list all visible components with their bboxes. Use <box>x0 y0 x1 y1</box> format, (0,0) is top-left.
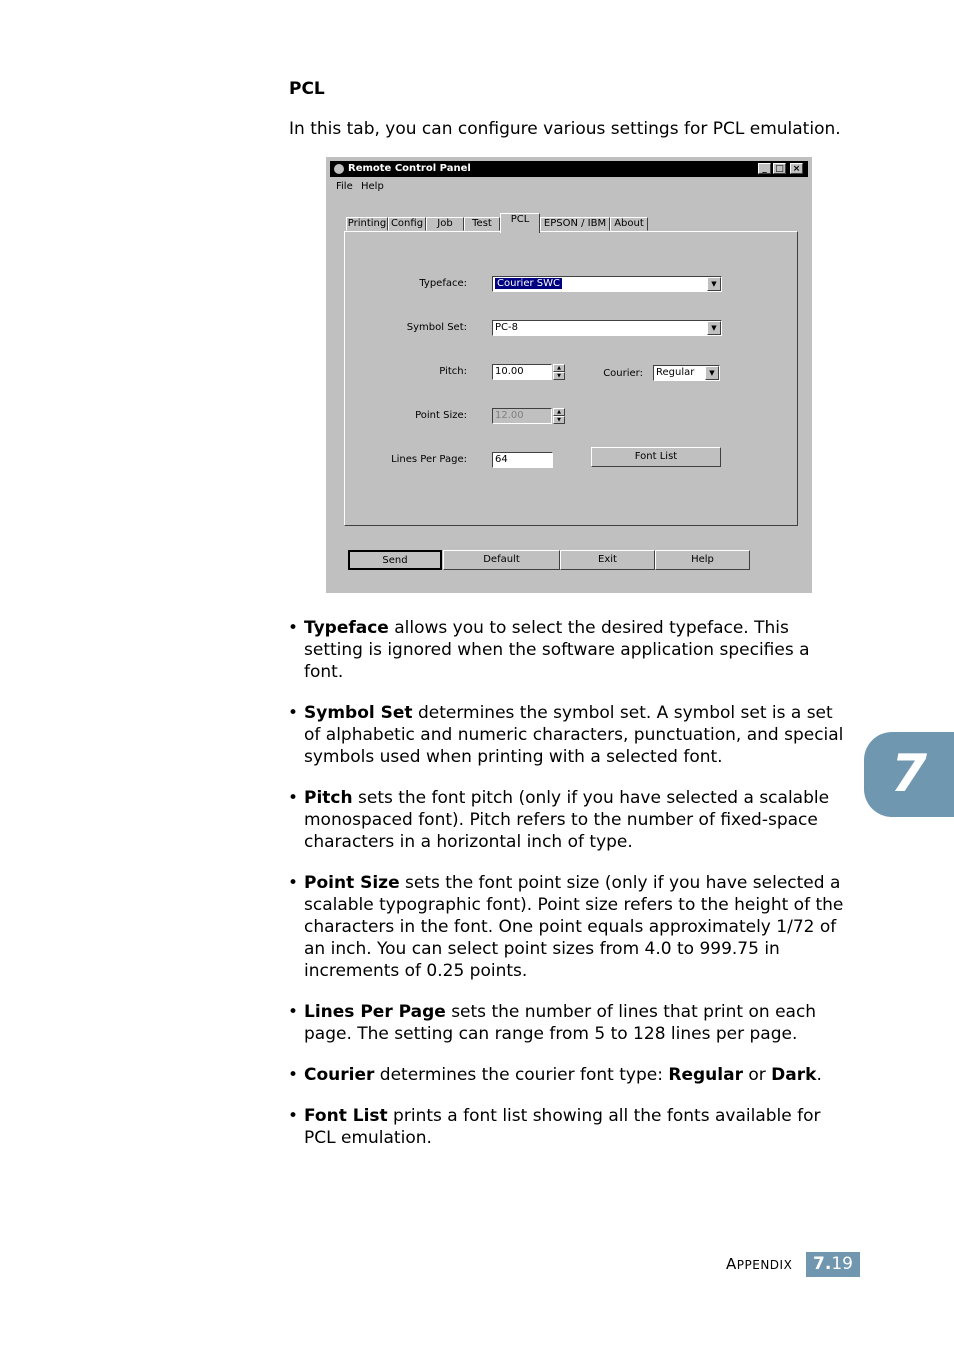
tab-epson-ibm[interactable]: EPSON / IBM <box>540 217 610 231</box>
typeface-value: Courier SWC <box>497 278 560 289</box>
pitch-stepper[interactable]: ▲ ▼ <box>553 364 565 380</box>
list-item: • Font List prints a font list showing all the fonts available for PCL emulation. <box>288 1106 821 1148</box>
footer-label-rest: PPENDIX <box>736 1258 793 1272</box>
chapter-tab: 7 <box>864 732 954 817</box>
option-dark: Dark <box>771 1065 817 1085</box>
footer-section-label <box>726 1255 792 1273</box>
tab-job[interactable]: Job <box>426 217 464 231</box>
courier-label: Courier: <box>603 368 643 379</box>
exit-button[interactable]: Exit <box>560 550 655 570</box>
symbol-set-value: PC-8 <box>495 322 518 333</box>
symbol-set-label: Symbol Set: <box>406 322 467 333</box>
bullet-text: determines the symbol set. A symbol set is a set of alphabetic and numeric characters, punctuation, and special symbols used when printing with a selected font. <box>304 703 844 767</box>
term-pitch: Pitch <box>304 788 353 808</box>
window-title: Remote Control Panel <box>348 163 471 174</box>
term-symbol-set: Symbol Set <box>304 703 413 723</box>
bullet-text: allows you to select the desired typeface. This setting is ignored when the software application specifies a font. <box>304 618 810 682</box>
section-heading: PCL <box>289 79 325 99</box>
list-item: • Point Size sets the font point size (only if you have selected a scalable typographic font). Point size refers to the height of the characters in the font. One point equals approximately 1/72 of an inch. You can select point sizes from 4.0 to 999.75 in increments of 0.25 points. <box>288 873 844 981</box>
default-button[interactable]: Default <box>443 550 560 570</box>
tab-pcl[interactable]: PCL <box>500 213 540 233</box>
list-item: • Lines Per Page sets the number of lines that print on each page. The setting can range from 5 to 128 lines per page. <box>288 1002 817 1044</box>
footer-label-first: A <box>726 1255 737 1273</box>
intro-paragraph: In this tab, you can configure various settings for PCL emulation. <box>289 119 841 139</box>
term-lines-per-page: Lines Per Page <box>304 1002 446 1022</box>
lines-per-page-label: Lines Per Page: <box>391 454 467 465</box>
symbol-set-select[interactable] <box>492 320 722 336</box>
bullet-text: sets the font point size (only if you have selected a scalable typographic font). Point size refers to the height of the characters in the font. One point equals approximately 1/72 of an inch. You can select point sizes from 4.0 to 999.75 in increments of 0.25 points. <box>304 873 844 981</box>
typeface-label: Typeface: <box>419 278 467 289</box>
option-regular: Regular <box>668 1065 743 1085</box>
menu-bar <box>330 178 808 194</box>
lines-per-page-input[interactable]: 64 <box>492 452 553 468</box>
courier-select[interactable] <box>653 365 720 381</box>
term-point-size: Point Size <box>304 873 400 893</box>
tab-about[interactable]: About <box>610 217 648 231</box>
tab-test[interactable]: Test <box>464 217 500 231</box>
page-number-badge <box>806 1252 860 1277</box>
tab-config[interactable]: Config <box>388 217 426 231</box>
close-icon[interactable]: × <box>790 163 803 174</box>
bullet-text: sets the font pitch (only if you have selected a scalable monospaced font). Pitch refers to the number of fixed-space characters in a horizontal inch of type. <box>304 788 830 852</box>
chevron-down-icon[interactable]: ▼ <box>707 321 721 335</box>
maximize-icon[interactable]: □ <box>773 163 786 174</box>
point-size-stepper[interactable]: ▲ ▼ <box>553 408 565 424</box>
remote-control-panel-window <box>330 161 808 589</box>
page-number: 19 <box>831 1254 853 1274</box>
page-chapter: 7. <box>813 1254 832 1274</box>
term-courier: Courier <box>304 1065 375 1085</box>
list-item: • Typeface allows you to select the desired typeface. This setting is ignored when the software application specifies a font. <box>288 618 810 682</box>
bullet-text: or <box>742 1065 772 1085</box>
pitch-label: Pitch: <box>439 366 467 377</box>
point-size-input[interactable]: 12.00 <box>492 408 552 424</box>
send-button[interactable]: Send <box>348 550 442 570</box>
minimize-icon[interactable]: _ <box>758 163 771 174</box>
term-typeface: Typeface <box>304 618 389 638</box>
title-bar <box>330 161 808 177</box>
menu-file[interactable]: File <box>336 181 353 192</box>
dialog-screenshot <box>326 157 812 593</box>
help-button[interactable]: Help <box>655 550 750 570</box>
typeface-select[interactable] <box>492 276 722 292</box>
pitch-input[interactable]: 10.00 <box>492 364 552 380</box>
app-icon <box>334 164 344 174</box>
chevron-down-icon[interactable]: ▼ <box>707 277 721 291</box>
courier-value: Regular <box>656 367 695 378</box>
term-font-list: Font List <box>304 1106 388 1126</box>
bullet-list <box>288 617 853 1168</box>
list-item: • Symbol Set determines the symbol set. A symbol set is a set of alphabetic and numeric characters, punctuation, and special symbols used when printing with a selected font. <box>288 703 844 767</box>
chevron-down-icon[interactable]: ▼ <box>705 366 719 380</box>
tab-printing[interactable]: Printing <box>347 218 387 229</box>
bullet-text: sets the number of lines that print on each page. The setting can range from 5 to 128 lines per page. <box>304 1002 817 1044</box>
bullet-text: prints a font list showing all the fonts available for PCL emulation. <box>304 1106 821 1148</box>
menu-help[interactable]: Help <box>361 181 384 192</box>
list-item: • Pitch sets the font pitch (only if you have selected a scalable monospaced font). Pitch refers to the number of fixed-space characters in a horizontal inch of type. <box>288 788 830 852</box>
bullet-text: . <box>816 1065 822 1085</box>
point-size-label: Point Size: <box>415 410 467 421</box>
bullet-text: determines the courier font type: <box>374 1065 669 1085</box>
list-item: • Courier determines the courier font type: Regular or Dark. <box>288 1065 822 1085</box>
font-list-button[interactable]: Font List <box>591 447 721 467</box>
pcl-panel <box>344 231 798 526</box>
